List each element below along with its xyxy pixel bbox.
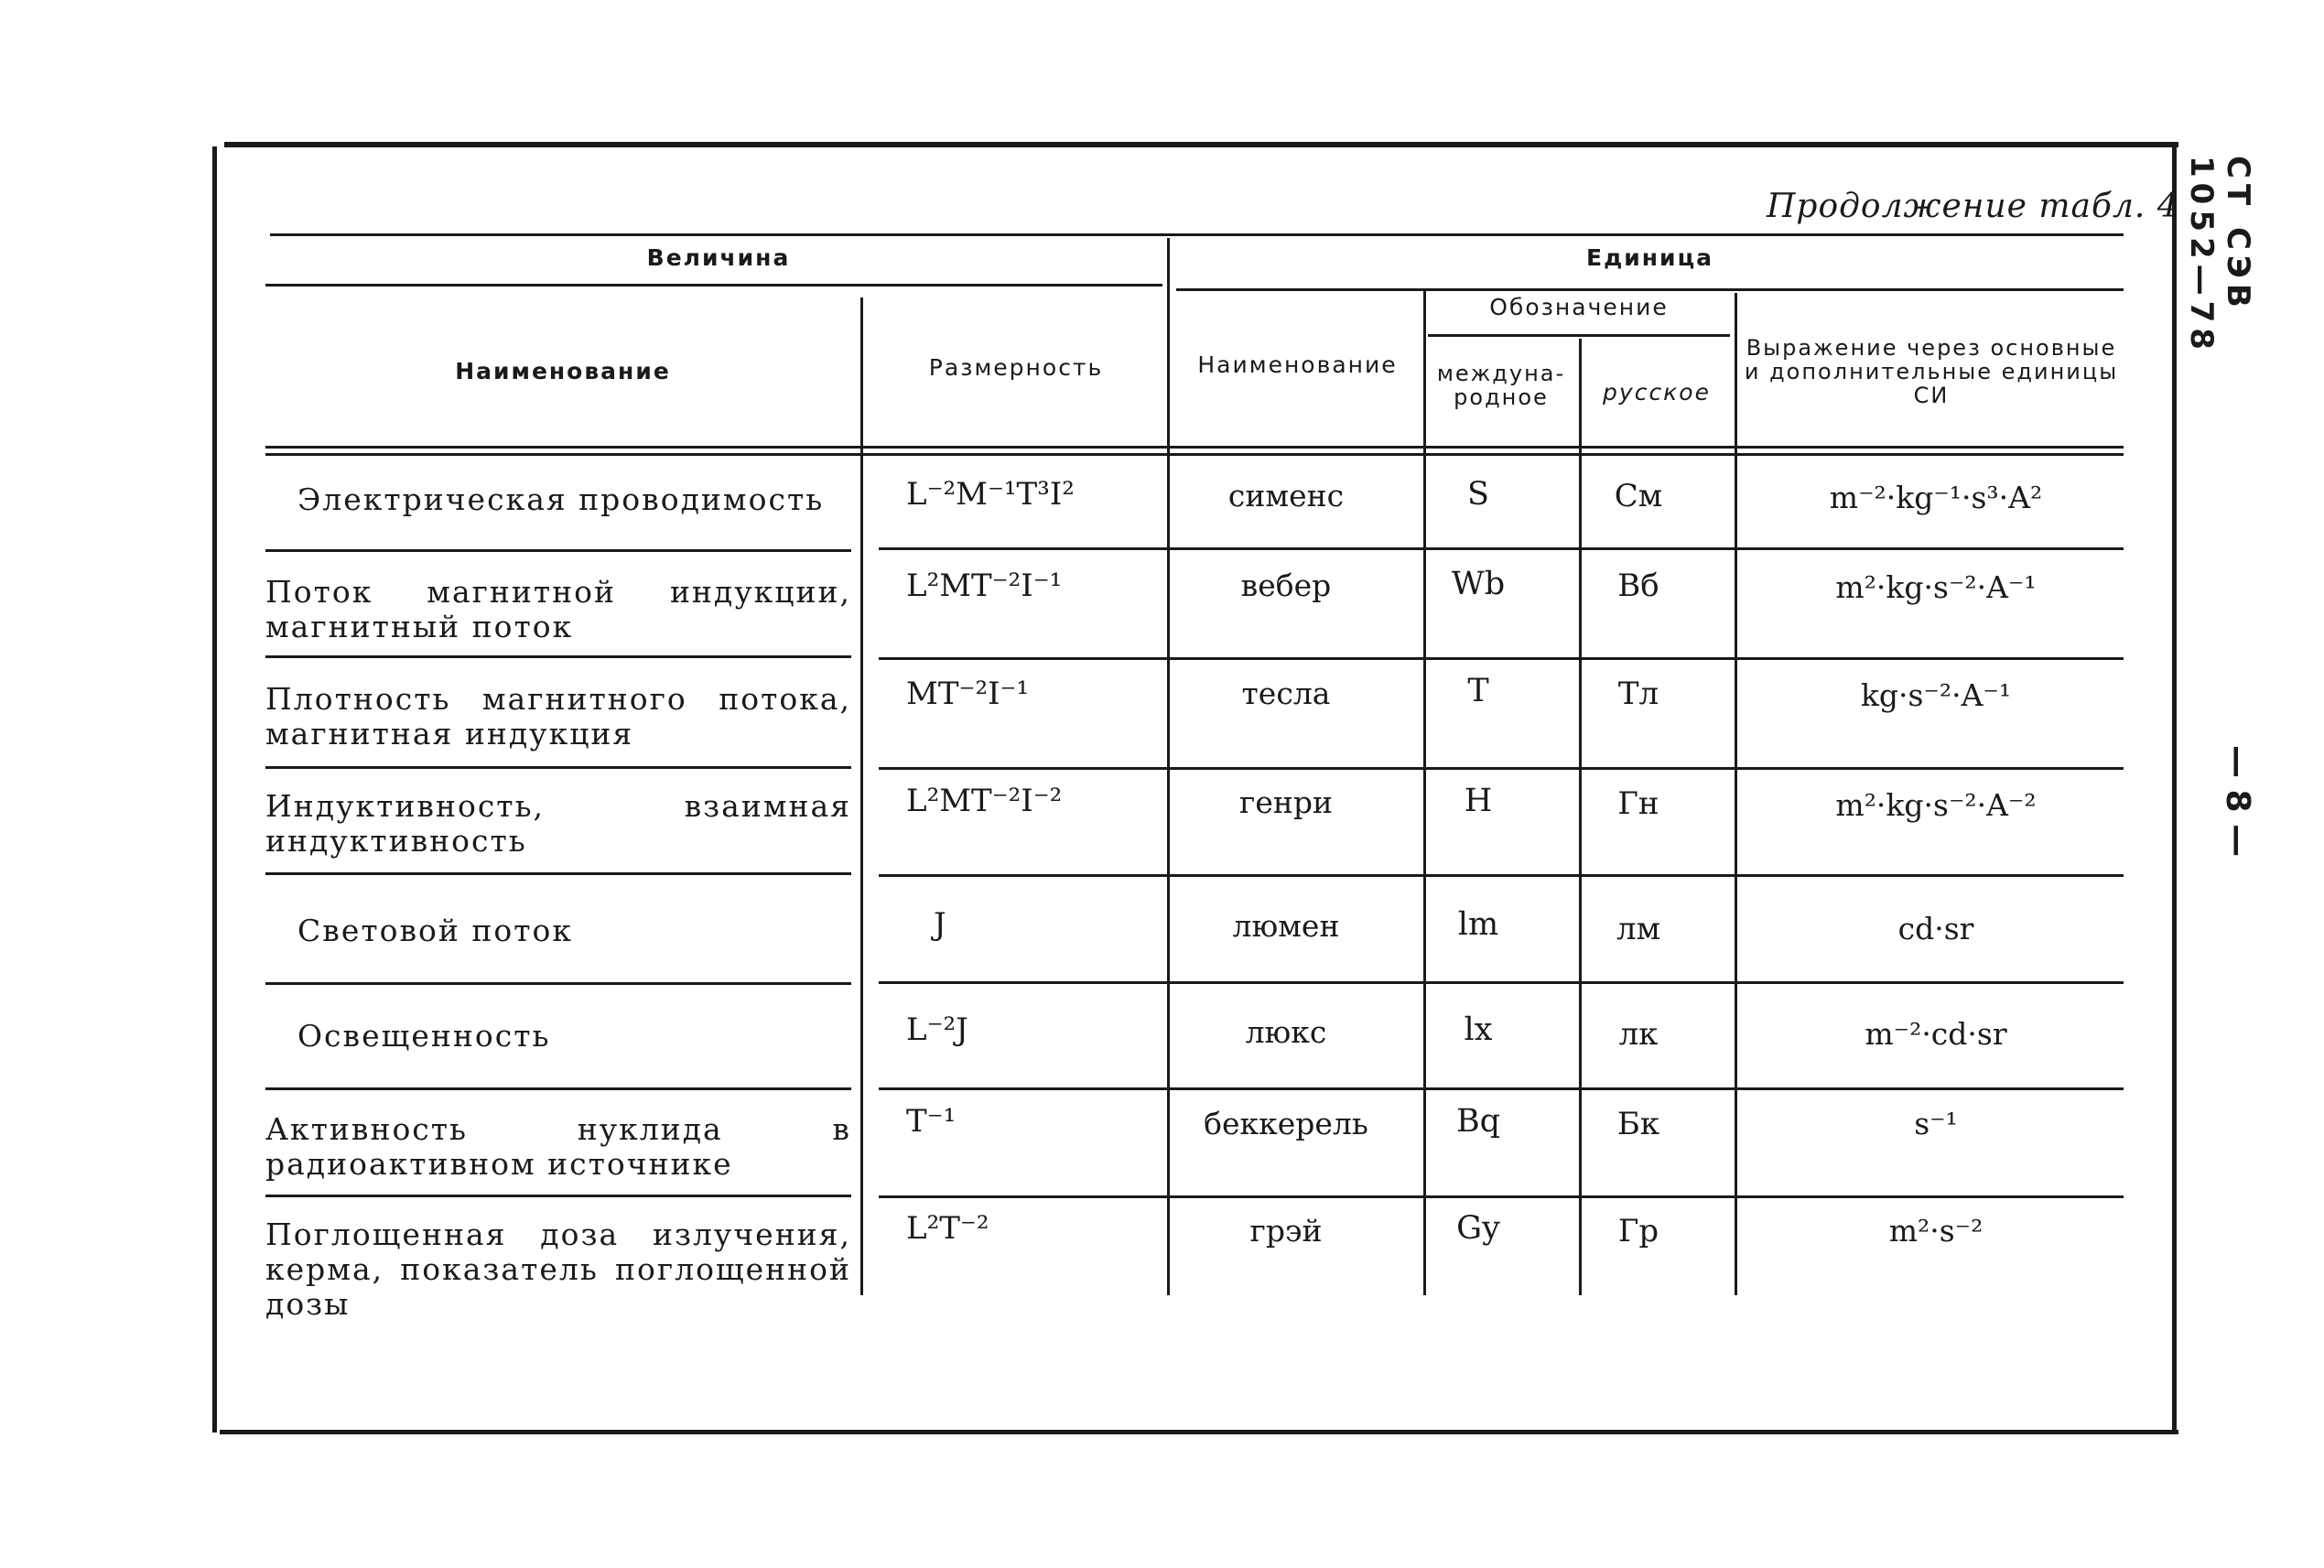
quantity-header-rule: [265, 284, 1162, 287]
header-expression: Выражение через основные и дополнительные единицы СИ: [1744, 335, 2119, 408]
row-divider: [879, 657, 2124, 660]
symbol-international: lm: [1457, 906, 1499, 943]
quantity-name: Световой поток: [297, 913, 574, 948]
frame-right-rule: [2172, 146, 2177, 1433]
quantity-name: Освещенность: [297, 1018, 551, 1054]
designation-header-rule: [1428, 334, 1730, 337]
si-expression: kg·s⁻²·A⁻¹: [1860, 677, 2012, 713]
symbol-international: Wb: [1451, 566, 1506, 602]
column-rule: [1423, 288, 1426, 1295]
header-international: междуна- родное: [1436, 361, 1566, 410]
page-number: — 8 —: [2219, 744, 2256, 858]
row-divider: [265, 549, 851, 552]
header-dimension: Размерность: [928, 354, 1104, 381]
frame-left-rule: [212, 146, 217, 1433]
symbol-russian: лм: [1616, 911, 1661, 947]
row-divider: [265, 872, 851, 875]
row-divider: [879, 874, 2124, 877]
unit-name: вебер: [1240, 568, 1332, 603]
dimension: L²MT⁻²I⁻¹: [906, 568, 1063, 604]
row-divider: [879, 1195, 2124, 1198]
si-expression: s⁻¹: [1914, 1106, 1958, 1141]
dimension: J: [934, 906, 946, 943]
frame-bottom-rule: [220, 1430, 2178, 1434]
column-rule: [1579, 339, 1582, 1295]
standard-code: СТ СЭВ 1052—78: [2183, 156, 2256, 355]
table-top-rule: [270, 233, 2124, 236]
quantity-name: Активность нуклида в радиоактивном источнике: [265, 1111, 851, 1182]
symbol-russian: Вб: [1617, 568, 1659, 604]
symbol-international: Bq: [1455, 1103, 1501, 1140]
symbol-international: S: [1467, 476, 1489, 513]
quantity-name: Индуктивность, взаимная индуктивность: [265, 788, 851, 859]
row-divider: [265, 1195, 851, 1197]
unit-name: сименс: [1227, 478, 1345, 514]
symbol-international: lx: [1464, 1011, 1493, 1048]
unit-name: люкс: [1245, 1014, 1327, 1050]
symbol-russian: Тл: [1617, 676, 1659, 712]
symbol-russian: Гр: [1617, 1213, 1659, 1249]
symbol-russian: лк: [1618, 1016, 1659, 1053]
symbol-russian: Гн: [1617, 785, 1659, 822]
quantity-name: Плотность магнитного потока, магнитная индукция: [265, 681, 851, 752]
dimension: L²T⁻²: [906, 1210, 989, 1247]
row-divider: [879, 1087, 2124, 1090]
symbol-international: Gy: [1456, 1210, 1500, 1247]
dimension: MT⁻²I⁻¹: [906, 676, 1030, 712]
si-expression: m²·kg·s⁻²·A⁻²: [1835, 787, 2037, 823]
row-divider: [265, 655, 851, 658]
header-russian: русское: [1603, 379, 1711, 406]
dimension: L⁻²M⁻¹T³I²: [906, 476, 1075, 513]
header-unit-name: Наименование: [1197, 351, 1398, 378]
unit-name: люмен: [1232, 908, 1340, 944]
column-rule: [860, 297, 863, 1295]
si-expression: m⁻²·kg⁻¹·s³·A²: [1829, 480, 2043, 515]
quantity-name: Поглощенная доза излучения, керма, показатель поглощенной дозы: [265, 1217, 851, 1322]
frame-top-rule: [224, 142, 2178, 147]
header-bottom-rule-2: [265, 453, 2124, 456]
si-expression: m⁻²·cd·sr: [1865, 1016, 2007, 1052]
row-divider: [265, 982, 851, 985]
continuation-label: Продолжение табл. 4: [1767, 188, 2179, 225]
header-unit: Единица: [1586, 244, 1713, 271]
header-designation: Обозначение: [1489, 294, 1669, 320]
symbol-international: H: [1464, 783, 1493, 819]
symbol-international: T: [1467, 673, 1489, 709]
si-expression: m²·s⁻²: [1888, 1213, 1984, 1249]
unit-name: генри: [1239, 784, 1333, 820]
column-rule: [1735, 293, 1737, 1295]
quantity-name: Электрическая проводимость: [297, 481, 825, 517]
si-expression: m²·kg·s⁻²·A⁻¹: [1835, 569, 2037, 605]
dimension: L⁻²J: [906, 1011, 968, 1048]
header-quantity-name: Наименование: [455, 358, 671, 384]
column-rule: [1167, 238, 1170, 1295]
dimension: T⁻¹: [906, 1103, 957, 1140]
unit-name: грэй: [1249, 1213, 1323, 1249]
row-divider: [879, 547, 2124, 550]
row-divider: [879, 767, 2124, 770]
unit-name: тесла: [1241, 676, 1331, 711]
row-divider: [879, 981, 2124, 984]
quantity-name: Поток магнитной индукции, магнитный поток: [265, 574, 851, 644]
unit-header-rule: [1176, 288, 2124, 291]
header-quantity: Величина: [646, 244, 791, 271]
unit-name: беккерель: [1204, 1106, 1368, 1141]
symbol-russian: Бк: [1616, 1106, 1660, 1142]
dimension: L²MT⁻²I⁻²: [906, 783, 1063, 819]
row-divider: [265, 1087, 851, 1090]
header-bottom-rule-1: [265, 446, 2124, 449]
si-expression: cd·sr: [1897, 911, 1974, 946]
row-divider: [265, 766, 851, 769]
symbol-russian: См: [1614, 478, 1663, 514]
